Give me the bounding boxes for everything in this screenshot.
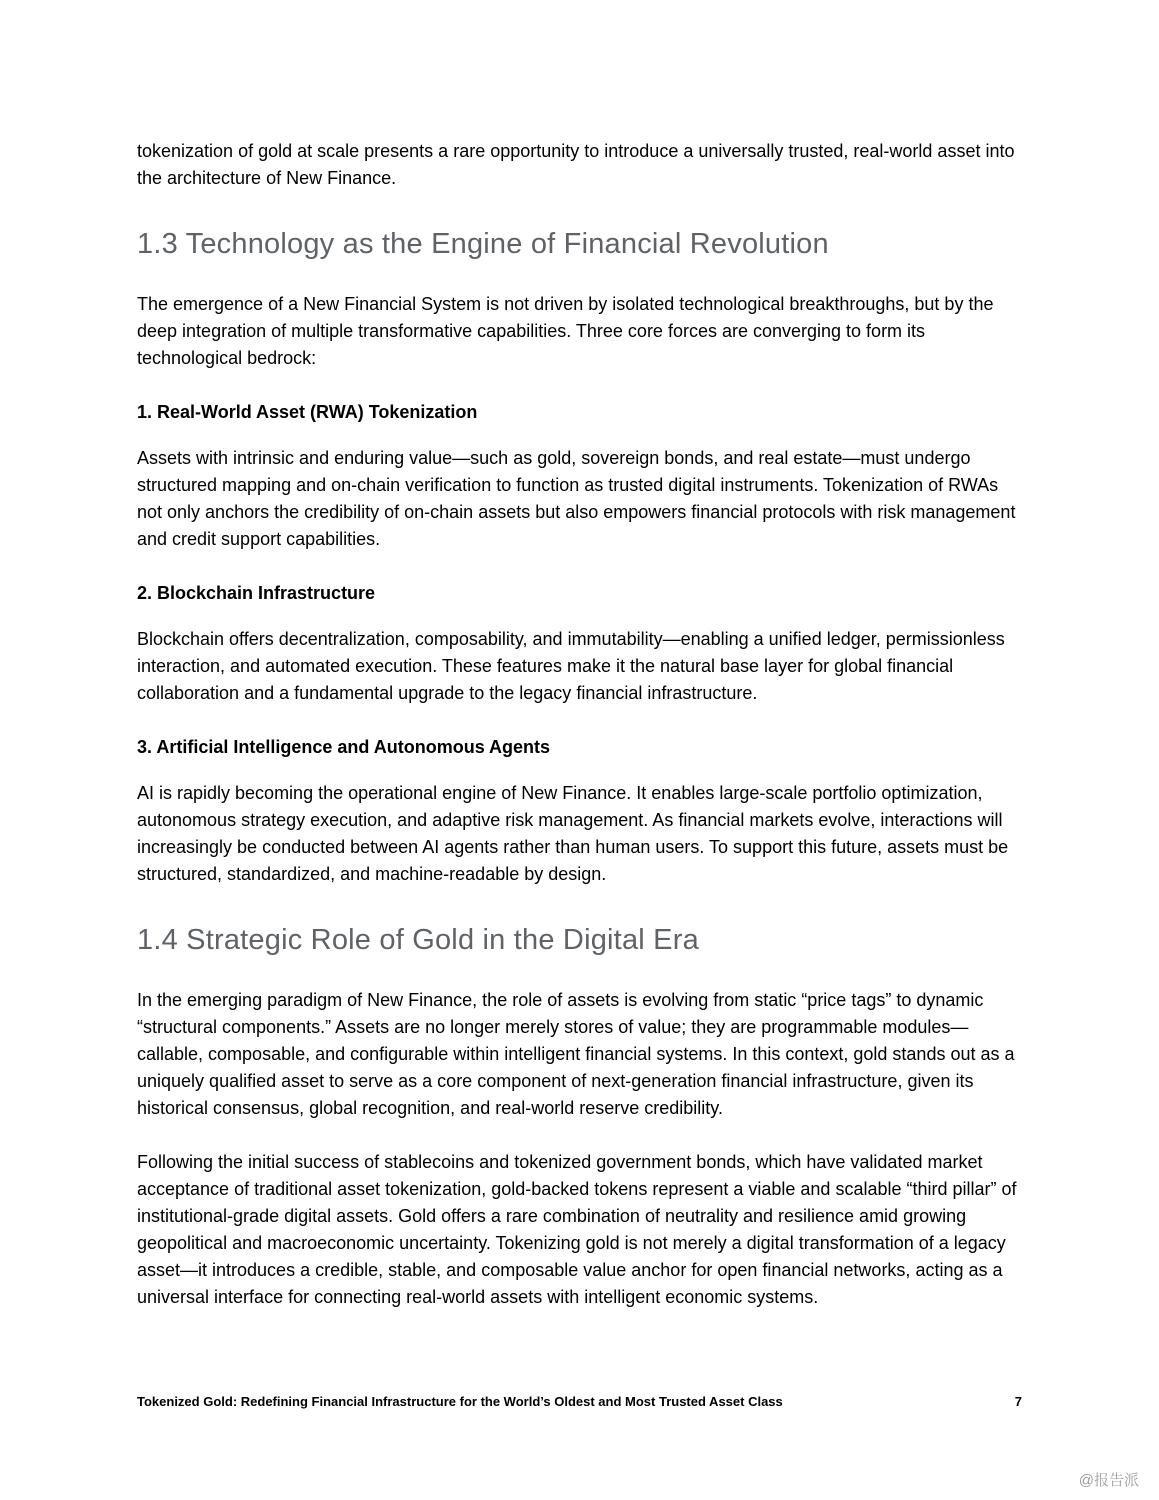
paragraph-rwa-tokenization: Assets with intrinsic and enduring value—such as gold, sovereign bonds, and real estate—must undergo structured mapping and on-chain verification to function as trusted digital instruments. Tokenization of RWAs not only anchors the credibility of on-chain assets but also empowers financial protocols with risk management and credit support capabilities. <box>137 448 1016 549</box>
intro-paragraph: tokenization of gold at scale presents a rare opportunity to introduce a universally trusted, real-world asset into the architecture of New Finance. <box>137 141 1015 188</box>
paragraph-blockchain-infrastructure: Blockchain offers decentralization, composability, and immutability—enabling a unified ledger, permissionless interaction, and automated execution. These features make it the natural base layer for global financial collaboration and a fundamental upgrade to the legacy financial infrastructure. <box>137 629 1005 703</box>
footer-document-title: Tokenized Gold: Redefining Financial Infrastructure for the World’s Oldest and Most Trusted Asset Class <box>137 1394 783 1409</box>
footer-page-number: 7 <box>1014 1394 1022 1409</box>
watermark-text: @报告派 <box>1078 1472 1139 1489</box>
section-1-4-paragraph-2: Following the initial success of stablecoins and tokenized government bonds, which have validated market acceptance of traditional asset tokenization, gold-backed tokens represent a viable and scalable “third pillar” of institutional-grade digital assets. Gold offers a rare combination of neutrality and resilience amid growing geopolitical and macroeconomic uncertainty. Tokenizing gold is not merely a digital transformation of a legacy asset—it introduces a credible, stable, and composable value anchor for open financial networks, acting as a universal interface for connecting real-world assets with intelligent economic systems. <box>137 1152 1017 1307</box>
page-content <box>137 138 1025 1338</box>
subheading-blockchain-infrastructure: 2. Blockchain Infrastructure <box>137 583 376 603</box>
subheading-ai-autonomous-agents: 3. Artificial Intelligence and Autonomous Agents <box>137 737 551 757</box>
page-footer <box>137 1394 1022 1409</box>
paragraph-ai-autonomous-agents: AI is rapidly becoming the operational engine of New Finance. It enables large-scale portfolio optimization, autonomous strategy execution, and adaptive risk management. As financial markets evolve, interactions will increasingly be conducted between AI agents rather than human users. To support this future, assets must be structured, standardized, and machine-readable by design. <box>137 783 1009 884</box>
section-1-3-lead-paragraph: The emergence of a New Financial System is not driven by isolated technological breakthroughs, but by the deep integration of multiple transformative capabilities. Three core forces are converging to form its technological bedrock: <box>137 294 994 368</box>
subheading-rwa-tokenization: 1. Real-World Asset (RWA) Tokenization <box>137 402 478 422</box>
section-1-3-heading: 1.3 Technology as the Engine of Financial Revolution <box>137 228 829 260</box>
section-1-4-paragraph-1: In the emerging paradigm of New Finance, the role of assets is evolving from static “price tags” to dynamic “structural components.” Assets are no longer merely stores of value; they are programmable modules—callable, composable, and configurable within intelligent financial systems. In this context, gold stands out as a uniquely qualified asset to serve as a core component of next-generation financial infrastructure, given its historical consensus, global recognition, and real-world reserve credibility. <box>137 990 1015 1118</box>
section-1-4-heading: 1.4 Strategic Role of Gold in the Digital Era <box>137 924 699 956</box>
